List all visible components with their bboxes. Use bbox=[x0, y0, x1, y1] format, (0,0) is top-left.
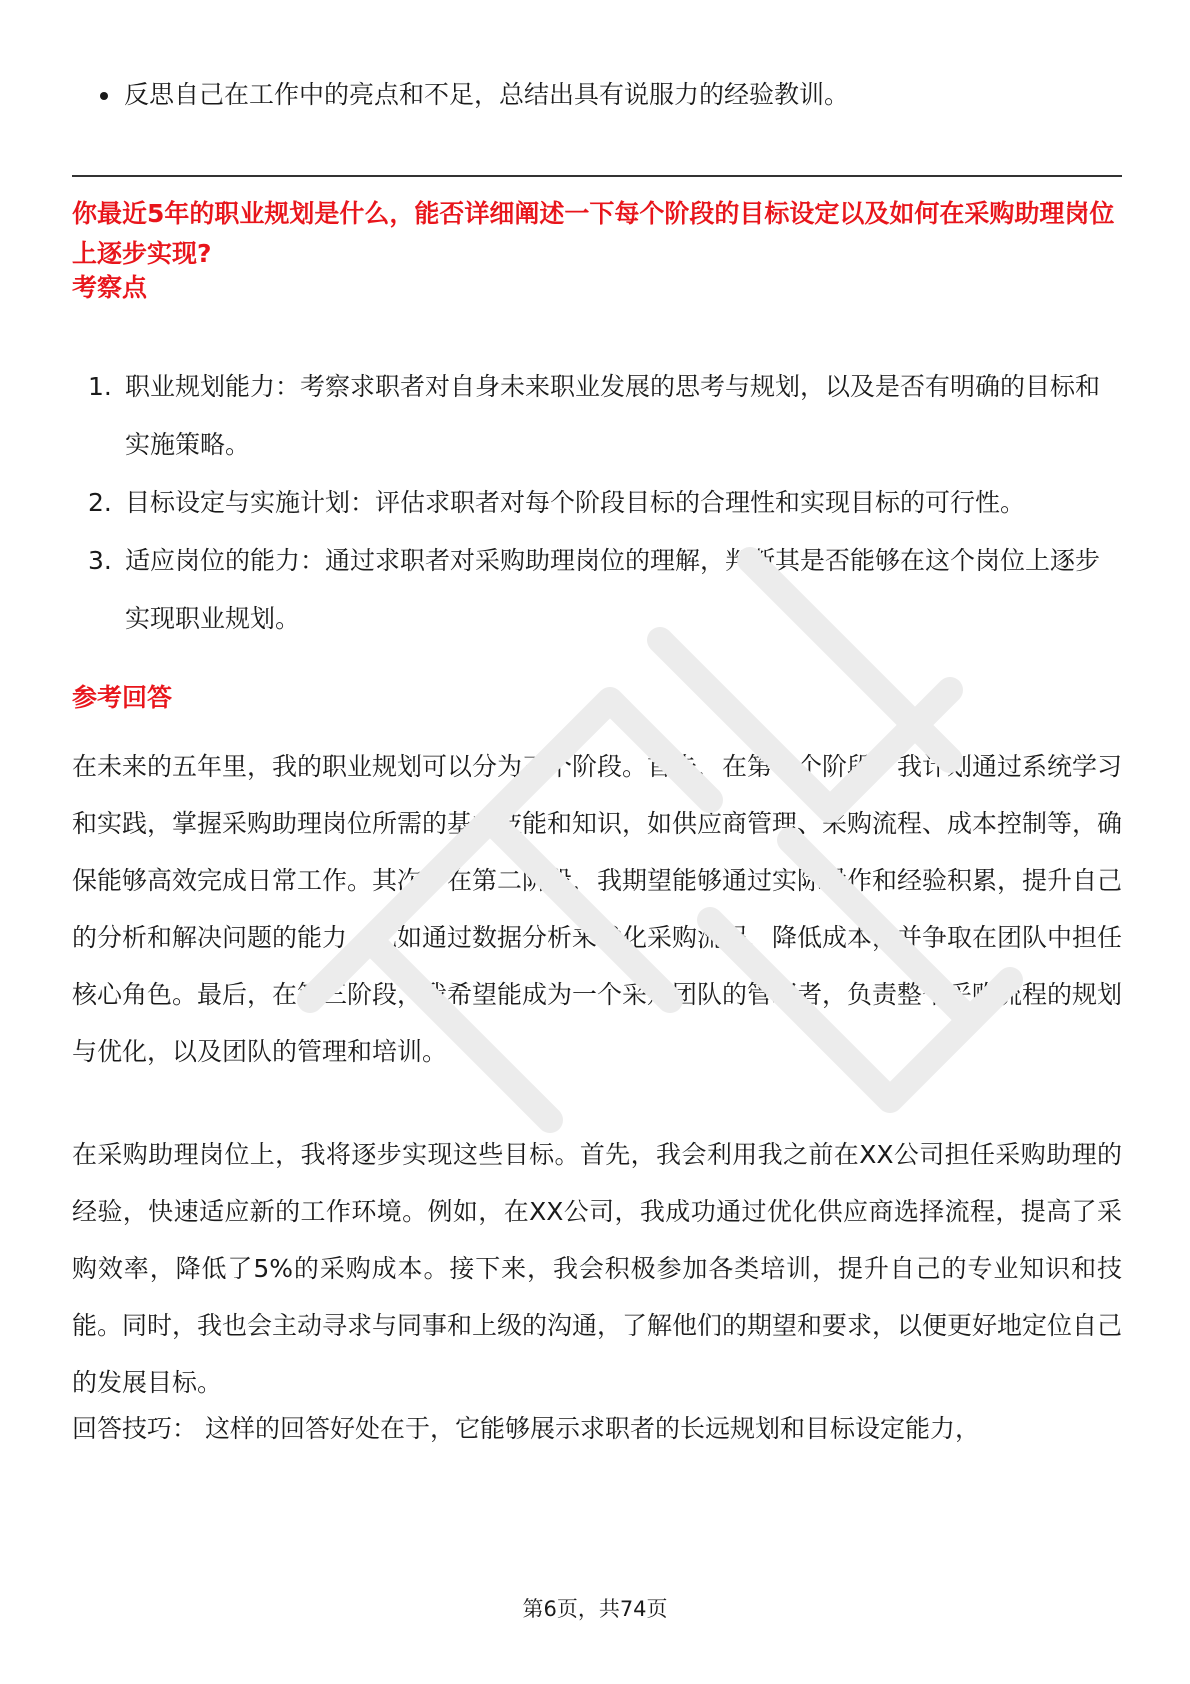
list-item bbox=[72, 474, 1122, 532]
list-item-text: 职业规划能力：考察求职者对自身未来职业发展的思考与规划，以及是否有明确的目标和实施策略。 bbox=[125, 372, 1101, 459]
list-item bbox=[72, 532, 1122, 648]
answer-paragraph: 在采购助理岗位上，我将逐步实现这些目标。首先，我会利用我之前在XX公司担任采购助理的经验，快速适应新的工作环境。例如，在XX公司，我成功通过优化供应商选择流程，提高了采购效率，降低了5%的采购成本。接下来，我会积极参加各类培训，提升自己的专业知识和技能。同时，我也会主动寻求与同事和上级的沟通，了解他们的期望和要求，以便更好地定位自己的发展目标。 bbox=[72, 1140, 1123, 1397]
list-item-text: 目标设定与实施计划：评估求职者对每个阶段目标的合理性和实现目标的可行性。 bbox=[125, 488, 1026, 517]
answer-tips-paragraph: 回答技巧： 这样的回答好处在于，它能够展示求职者的长远规划和目标设定能力， bbox=[72, 1414, 980, 1443]
question-title: 你最近5年的职业规划是什么，能否详细阐述一下每个阶段的目标设定以及如何在采购助理岗位上逐步实现? bbox=[72, 199, 1115, 268]
list-item bbox=[72, 358, 1122, 474]
list-item: 反思自己在工作中的亮点和不足，总结出具有说服力的经验教训。 bbox=[72, 66, 1122, 124]
examination-points-list bbox=[72, 358, 1122, 648]
list-number: 2. bbox=[88, 488, 112, 517]
section-divider bbox=[72, 175, 1122, 177]
page-footer: 第6页，共74页 bbox=[522, 1597, 668, 1621]
list-number: 3. bbox=[88, 546, 112, 575]
examination-points-heading: 考察点 bbox=[72, 273, 148, 302]
list-number: 1. bbox=[88, 372, 112, 401]
answer-paragraph: 在未来的五年里，我的职业规划可以分为三个阶段。首先，在第一个阶段，我计划通过系统学习和实践，掌握采购助理岗位所需的基本技能和知识，如供应商管理、采购流程、成本控制等，确保能够高效完成日常工作。其次，在第二阶段，我期望能够通过实际操作和经验积累，提升自己的分析和解决问题的能力，比如通过数据分析来优化采购流程，降低成本，并争取在团队中担任核心角色。最后，在第三阶段，我希望能成为一个采购团队的管理者，负责整个采购流程的规划与优化，以及团队的管理和培训。 bbox=[72, 752, 1123, 1066]
list-item-text: 适应岗位的能力：通过求职者对采购助理岗位的理解，判断其是否能够在这个岗位上逐步实现职业规划。 bbox=[125, 546, 1101, 633]
reference-answer-heading: 参考回答 bbox=[72, 683, 173, 712]
top-bullet-list bbox=[72, 66, 1122, 124]
